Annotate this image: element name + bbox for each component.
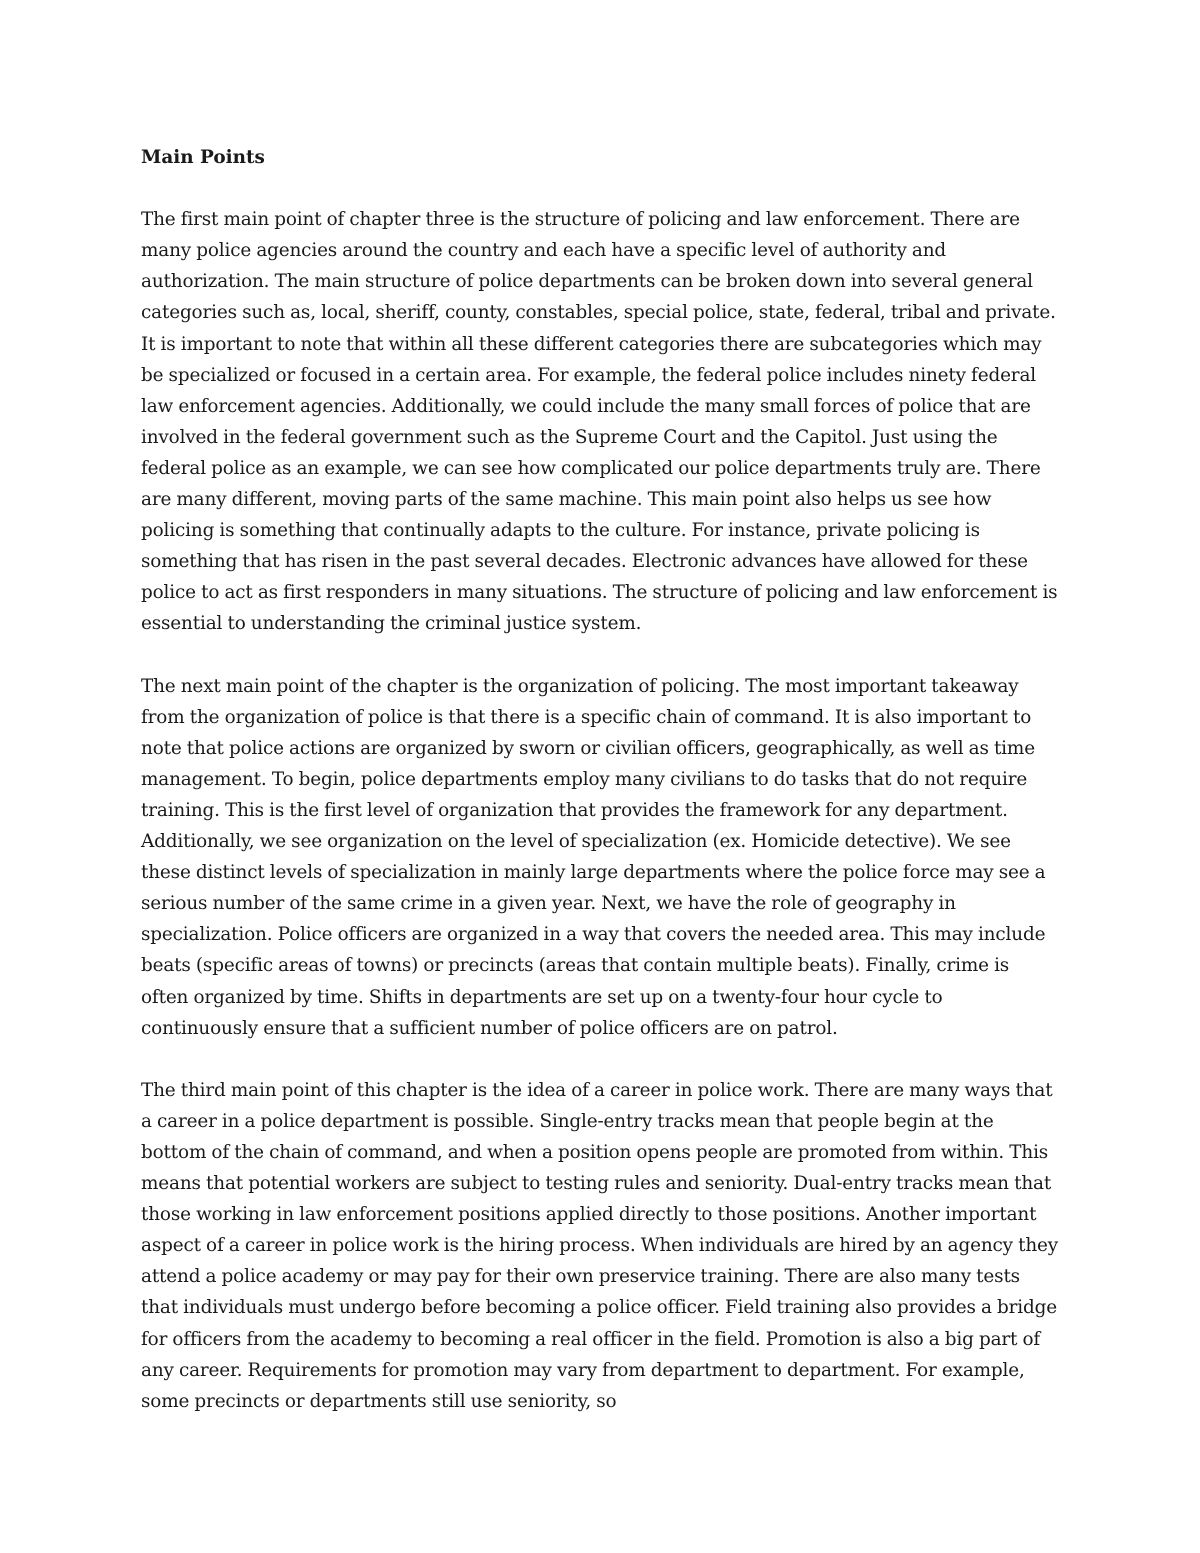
paragraph-career-in-police-work: The third main point of this chapter is the idea of a career in police work. There are many ways that a career in a police department is possible. Single-entry tracks mean that people begin at the bottom of the chain of command, and when a position opens people are promoted from within. This means that potential workers are subject to testing rules and seniority. Dual-entry tracks mean that those working in law enforcement positions applied directly to those positions. Another important aspect of a career in police work is the hiring process. When individuals are hired by an agency they attend a police academy or may pay for their own preservice training. There are also many tests that individuals must undergo before becoming a police officer. Field training also provides a bridge for officers from the academy to becoming a real officer in the field. Promotion is also a big part of any career. Requirements for promotion may vary from department to department. For example, some precincts or departments still use seniority, so [141, 1079, 1059, 1412]
document-page [141, 142, 1059, 1448]
document-heading: Main Points [141, 147, 265, 168]
paragraph-structure-of-policing: The first main point of chapter three is the structure of policing and law enforcement. There are many police agencies around the country and each have a specific level of authority and authorization. The main structure of police departments can be broken down into several general categories such as, local, sheriff, county, constables, special police, state, federal, tribal and private. It is important to note that within all these different categories there are subcategories which may be specialized or focused in a certain area. For example, the federal police includes ninety federal law enforcement agencies. Additionally, we could include the many small forces of police that are involved in the federal government such as the Supreme Court and the Capitol. Just using the federal police as an example, we can see how complicated our police departments truly are. There are many different, moving parts of the same machine. This main point also helps us see how policing is something that continually adapts to the culture. For instance, private policing is something that has risen in the past several decades. Electronic advances have allowed for these police to act as first responders in many situations. The structure of policing and law enforcement is essential to understanding the criminal justice system. [141, 209, 1058, 635]
paragraph-organization-of-policing: The next main point of the chapter is the organization of policing. The most important takeaway from the organization of police is that there is a specific chain of command. It is also important to note that police actions are organized by sworn or civilian officers, geographically, as well as time management. To begin, police departments employ many civilians to do tasks that do not require training. This is the first level of organization that provides the framework for any department. Additionally, we see organization on the level of specialization (ex. Homicide detective). We see these distinct levels of specialization in mainly large departments where the police force may see a serious number of the same crime in a given year. Next, we have the role of geography in specialization. Police officers are organized in a way that covers the needed area. This may include beats (specific areas of towns) or precincts (areas that contain multiple beats). Finally, crime is often organized by time. Shifts in departments are set up on a twenty-four hour cycle to continuously ensure that a sufficient number of police officers are on patrol. [141, 675, 1046, 1039]
